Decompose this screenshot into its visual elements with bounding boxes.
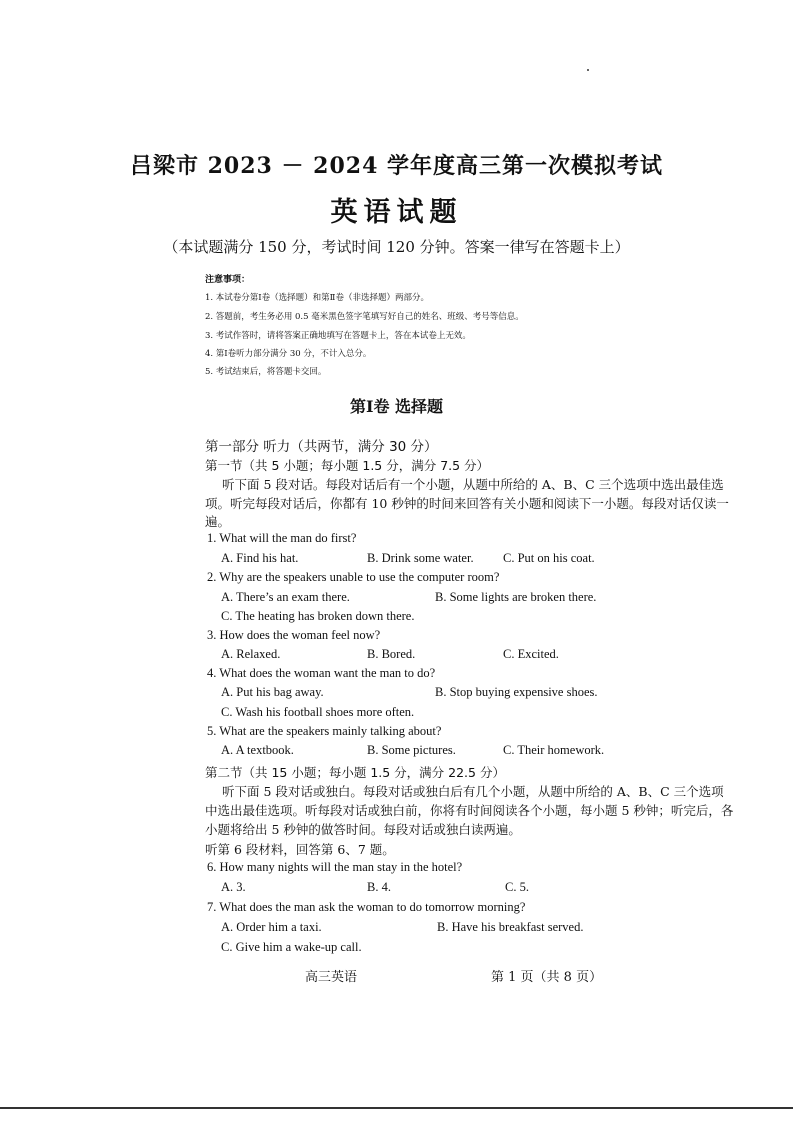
option-c: C. Put on his coat. <box>503 551 595 565</box>
instruction-line: 中选出最佳选项。听每段对话或独白前，你将有时间阅读各个小题，每小题 5 秒钟；听完后，各 <box>205 803 734 818</box>
option-c: C. Wash his football shoes more often. <box>221 705 415 719</box>
instruction-line: 遍。 <box>205 514 231 529</box>
option-a: A. Order him a taxi. <box>221 920 322 934</box>
option-a: A. Put his bag away. <box>221 685 324 699</box>
option-b: B. Some lights are broken there. <box>435 590 597 604</box>
option-b: B. Some pictures. <box>367 743 456 757</box>
instruction-line: 项。听完每段对话后，你都有 10 秒钟的时间来回答有关小题和阅读下一小题。每段对话仅读一 <box>205 496 729 511</box>
option-b: B. 4. <box>367 880 391 894</box>
exam-title: 吕梁市 2023 － 2024 学年度高三第一次模拟考试 <box>129 153 664 179</box>
page-bottom-edge <box>0 1107 793 1109</box>
question-stem: 6. How many nights will the man stay in the hotel? <box>207 860 463 874</box>
instruction-line: 听下面 5 段对话或独白。每段对话或独白后有几个小题，从题中所给的 A、B、C 三个选项 <box>222 784 724 799</box>
question-stem: 7. What does the man ask the woman to do tomorrow morning? <box>207 900 526 914</box>
notice-item: 2. 答题前，考生务必用 0.5 毫米黑色签字笔填写好自己的姓名、班级、考号等信息。 <box>205 312 524 322</box>
footer-subject: 高三英语 <box>305 970 358 985</box>
notice-item: 1. 本试卷分第Ⅰ卷（选择题）和第Ⅱ卷（非选择题）两部分。 <box>205 293 429 303</box>
question-stem: 1. What will the man do first? <box>207 531 357 545</box>
footer-page-number: 第 1 页（共 8 页） <box>491 970 603 985</box>
option-a: A. Relaxed. <box>221 647 281 661</box>
option-c: C. Their homework. <box>503 743 605 757</box>
paper-title: 英语试题 <box>330 197 463 228</box>
scan-speck <box>587 69 589 71</box>
option-b: B. Drink some water. <box>367 551 474 565</box>
option-c: C. Give him a wake-up call. <box>221 940 362 954</box>
option-a: A. Find his hat. <box>221 551 299 565</box>
question-stem: 5. What are the speakers mainly talking about? <box>207 724 442 738</box>
option-b: B. Stop buying expensive shoes. <box>435 685 598 699</box>
instruction-line: 小题将给出 5 秒钟的做答时间。每段对话或独白读两遍。 <box>205 822 521 837</box>
instruction-line: 听下面 5 段对话。每段对话后有一个小题，从题中所给的 A、B、C 三个选项中选出最佳选 <box>222 477 724 492</box>
material-note: 听第 6 段材料，回答第 6、7 题。 <box>205 842 395 857</box>
option-b: B. Bored. <box>367 647 416 661</box>
section-title: 第二节（共 15 小题；每小题 1.5 分，满分 22.5 分） <box>205 765 505 780</box>
notice-item: 4. 第Ⅰ卷听力部分满分 30 分，不计入总分。 <box>205 349 372 359</box>
volume-title: 第Ⅰ卷 选择题 <box>349 397 444 416</box>
question-stem: 2. Why are the speakers unable to use the computer room? <box>207 570 500 584</box>
option-a: A. There’s an exam there. <box>221 590 350 604</box>
question-stem: 3. How does the woman feel now? <box>207 628 381 642</box>
option-c: C. 5. <box>505 880 529 894</box>
notice-item: 3. 考试作答时，请将答案正确地填写在答题卡上，答在本试卷上无效。 <box>205 331 471 341</box>
option-a: A. A textbook. <box>221 743 294 757</box>
option-a: A. 3. <box>221 880 246 894</box>
option-c: C. Excited. <box>503 647 559 661</box>
section-title: 第一节（共 5 小题；每小题 1.5 分，满分 7.5 分） <box>205 458 490 473</box>
question-stem: 4. What does the woman want the man to do? <box>207 666 436 680</box>
option-b: B. Have his breakfast served. <box>437 920 584 934</box>
exam-info: （本试题满分 150 分，考试时间 120 分钟。答案一律写在答题卡上） <box>163 238 630 256</box>
notice-item: 5. 考试结束后，将答题卡交回。 <box>205 367 327 377</box>
part-title: 第一部分 听力（共两节，满分 30 分） <box>205 439 438 455</box>
option-c: C. The heating has broken down there. <box>221 609 415 623</box>
notice-heading: 注意事项： <box>205 275 251 285</box>
